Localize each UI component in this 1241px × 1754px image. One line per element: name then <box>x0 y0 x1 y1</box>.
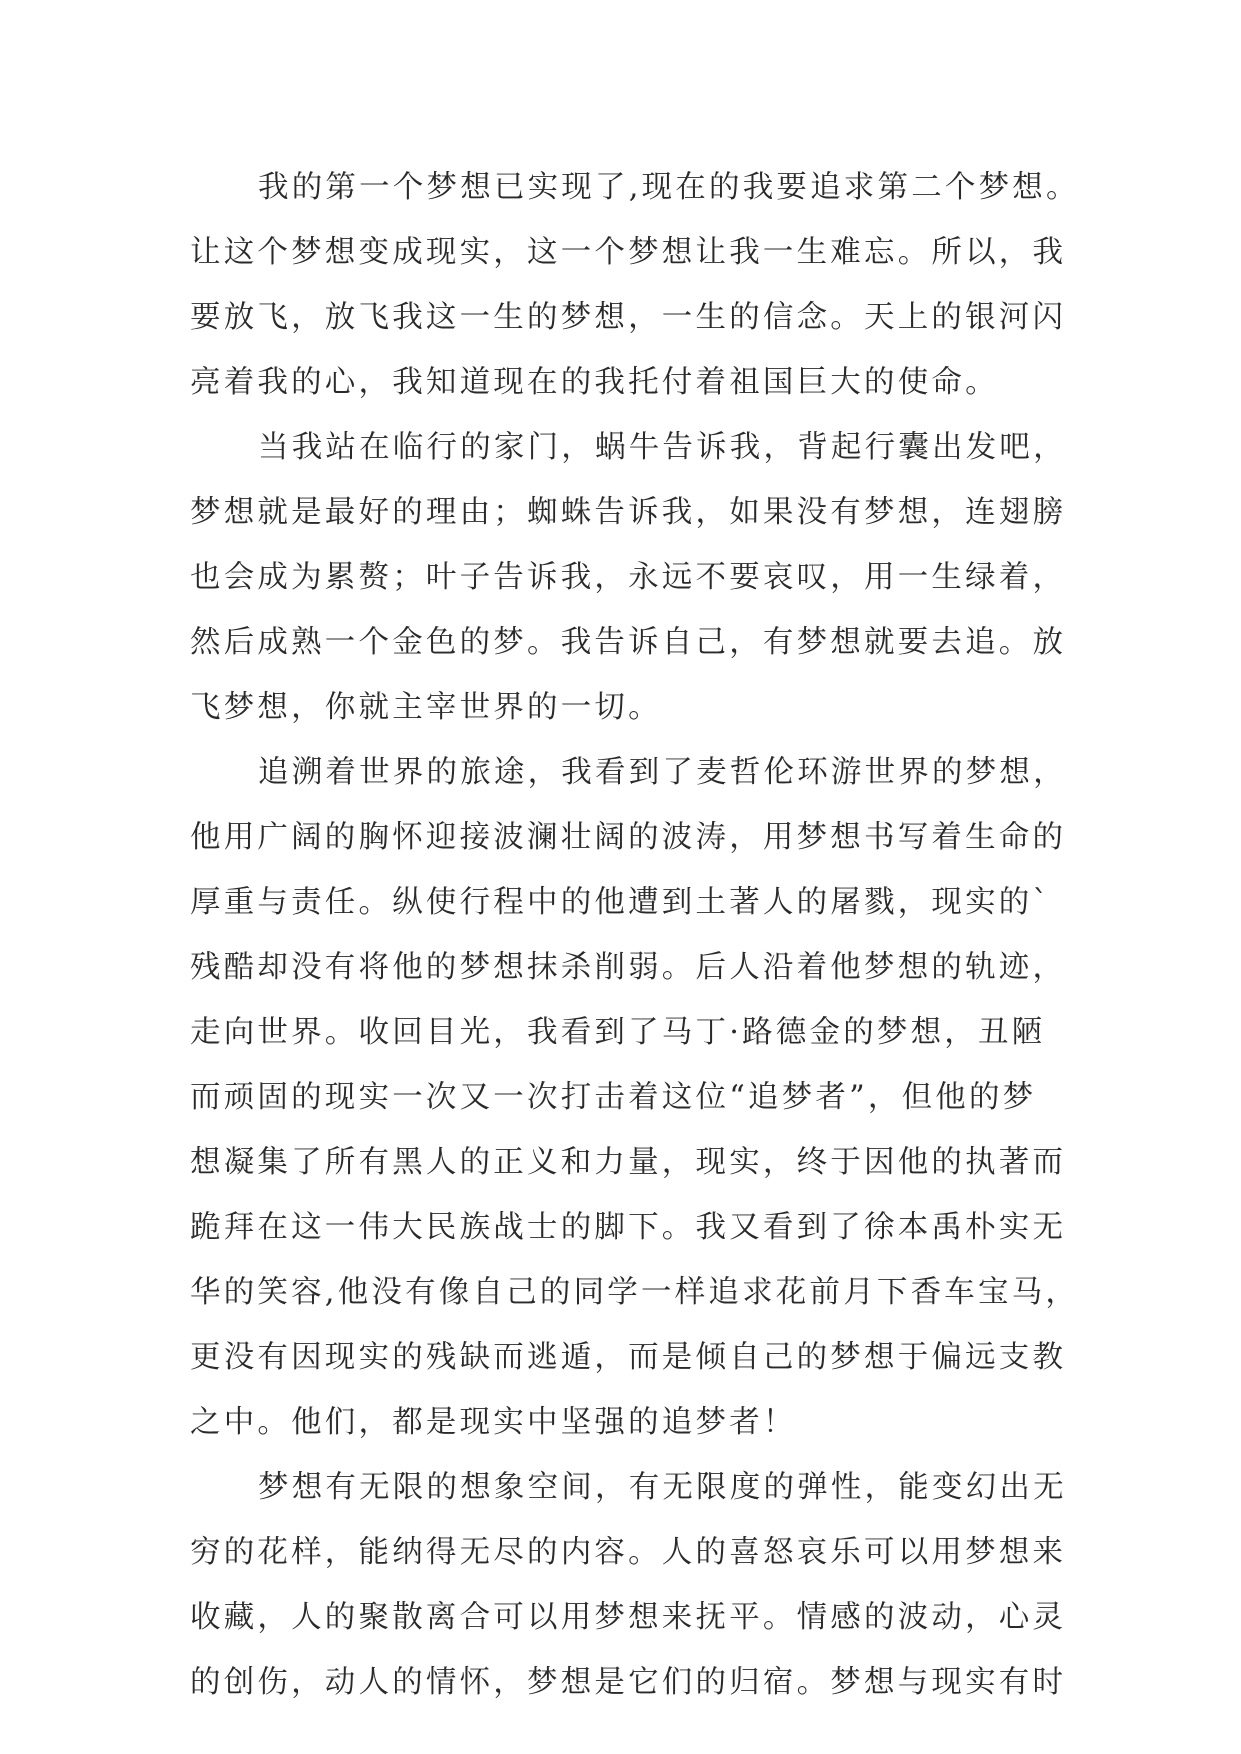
text-line: 梦想就是最好的理由；蜘蛛告诉我，如果没有梦想，连翅膀 <box>190 495 1067 530</box>
text-line: 当我站在临行的家门，蜗牛告诉我，背起行囊出发吧， <box>258 430 1067 465</box>
text-line: 梦想有无限的想象空间，有无限度的弹性，能变幻出无 <box>258 1470 1067 1505</box>
essay-body <box>190 155 1090 1715</box>
text-line: 他用广阔的胸怀迎接波澜壮阔的波涛，用梦想书写着生命的 <box>190 820 1067 855</box>
text-line: 亮着我的心，我知道现在的我托付着祖国巨大的使命。 <box>190 365 999 400</box>
text-line: 想凝集了所有黑人的正义和力量，现实，终于因他的执著而 <box>190 1145 1067 1180</box>
text-line: 要放飞，放飞我这一生的梦想，一生的信念。天上的银河闪 <box>190 300 1067 335</box>
text-line: 穷的花样，能纳得无尽的内容。人的喜怒哀乐可以用梦想来 <box>190 1535 1067 1570</box>
text-line: 我的第一个梦想已实现了,现在的我要追求第二个梦想。 <box>258 170 1080 205</box>
text-line: 走向世界。收回目光，我看到了马丁·路德金的梦想，丑陋 <box>190 1015 1046 1050</box>
text-line: 的创伤，动人的情怀，梦想是它们的归宿。梦想与现实有时 <box>190 1665 1067 1700</box>
text-line: 残酷却没有将他的梦想抹杀削弱。后人沿着他梦想的轨迹， <box>190 950 1067 985</box>
text-line: 厚重与责任。纵使行程中的他遭到土著人的屠戮，现实的` <box>190 885 1051 920</box>
text-line: 收藏，人的聚散离合可以用梦想来抚平。情感的波动，心灵 <box>190 1600 1067 1635</box>
text-line: 也会成为累赘；叶子告诉我，永远不要哀叹，用一生绿着， <box>190 560 1067 595</box>
text-line: 华的笑容,他没有像自己的同学一样追求花前月下香车宝马， <box>190 1275 1080 1310</box>
text-line: 追溯着世界的旅途，我看到了麦哲伦环游世界的梦想， <box>258 755 1067 790</box>
text-line: 跪拜在这一伟大民族战士的脚下。我又看到了徐本禹朴实无 <box>190 1210 1067 1245</box>
text-line: 让这个梦想变成现实，这一个梦想让我一生难忘。所以，我 <box>190 235 1067 270</box>
text-line: 而顽固的现实一次又一次打击着这位“追梦者”，但他的梦 <box>190 1080 1037 1115</box>
text-line: 飞梦想，你就主宰世界的一切。 <box>190 690 662 725</box>
text-line: 更没有因现实的残缺而逃遁，而是倾自己的梦想于偏远支教 <box>190 1340 1067 1375</box>
text-line: 之中。他们，都是现实中坚强的追梦者！ <box>190 1405 797 1440</box>
text-line: 然后成熟一个金色的梦。我告诉自己，有梦想就要去追。放 <box>190 625 1067 660</box>
